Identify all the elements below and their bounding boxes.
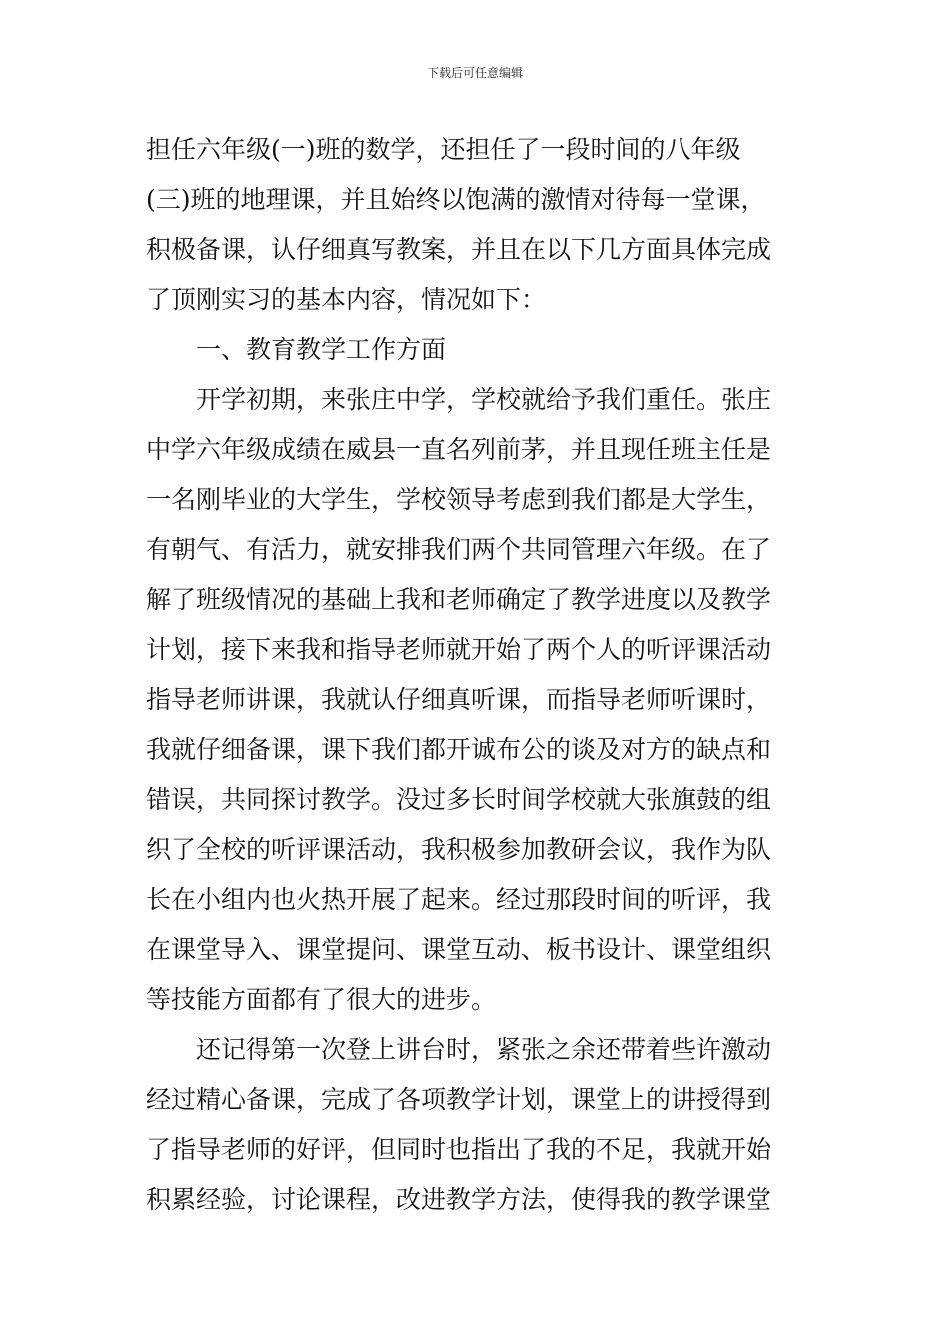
page-header: 下载后可任意编辑 <box>426 66 523 80</box>
body-line: (三)班的地理课，并且始终以饱满的激情对待每一堂课， <box>146 185 766 214</box>
body-line: 还记得第一次登上讲台时，紧张之余还带着些许激动 <box>196 1035 772 1064</box>
body-line: 担任六年级(一)班的数学，还担任了一段时间的八年级 <box>146 135 741 164</box>
body-line: 积极备课，认仔细真写教案，并且在以下几方面具体完成 <box>146 235 772 264</box>
body-line: 了顶刚实习的基本内容，情况如下： <box>146 285 547 314</box>
body-line: 了指导老师的好评，但同时也指出了我的不足，我就开始 <box>146 1135 772 1164</box>
body-line: 长在小组内也火热开展了起来。经过那段时间的听评，我 <box>146 885 772 914</box>
body-line: 中学六年级成绩在威县一直名列前茅，并且现任班主任是 <box>146 435 772 464</box>
body-line: 经过精心备课，完成了各项教学计划，课堂上的讲授得到 <box>146 1085 772 1114</box>
section-heading: 一、教育教学工作方面 <box>196 335 447 364</box>
body-line: 我就仔细备课，课下我们都开诚布公的谈及对方的缺点和 <box>146 735 772 764</box>
body-line: 解了班级情况的基础上我和老师确定了教学进度以及教学 <box>146 585 772 614</box>
body-line: 指导老师讲课，我就认仔细真听课，而指导老师听课时， <box>146 685 772 714</box>
body-line: 开学初期，来张庄中学，学校就给予我们重任。张庄 <box>196 385 772 414</box>
body-line: 等技能方面都有了很大的进步。 <box>146 985 497 1014</box>
body-line: 织了全校的听评课活动，我积极参加教研会议，我作为队 <box>146 835 772 864</box>
body-line: 错误，共同探讨教学。没过多长时间学校就大张旗鼓的组 <box>146 785 772 814</box>
body-line: 一名刚毕业的大学生，学校领导考虑到我们都是大学生， <box>146 485 772 514</box>
body-line: 在课堂导入、课堂提问、课堂互动、板书设计、课堂组织 <box>146 935 772 964</box>
body-line: 积累经验，讨论课程，改进教学方法，使得我的教学课堂 <box>146 1185 772 1214</box>
body-line: 有朝气、有活力，就安排我们两个共同管理六年级。在了 <box>146 535 772 564</box>
body-line: 计划，接下来我和指导老师就开始了两个人的听评课活动 <box>146 635 772 664</box>
